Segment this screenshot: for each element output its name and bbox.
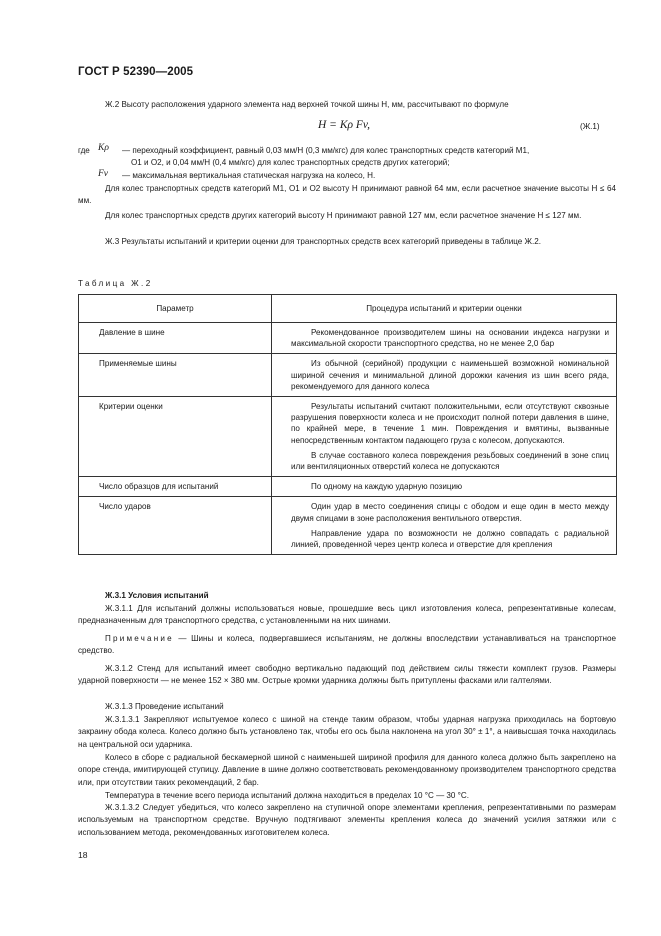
formula-number: (Ж.1): [580, 122, 600, 131]
paragraph-zh2: Ж.2 Высоту расположения ударного элемента над верхней точкой шины H, мм, рассчитывают по формуле: [105, 100, 509, 109]
paragraph-m1-height: Для колес транспортных средств категорий M1, O1 и O2 высоту H принимают равной 64 мм, если расчетное значение высоты H ≤ 64 мм.: [78, 184, 616, 206]
table-row: [79, 323, 617, 354]
table-row: [79, 397, 617, 477]
row-procedure-cont: Направление удара по возможности не должно совпадать с радиальной линией, проведенной через центр колеса и отверстие для крепления: [291, 528, 609, 550]
document-header: ГОСТ Р 52390—2005: [78, 66, 194, 78]
table-row: [79, 477, 617, 497]
paragraph-3-1-2: Ж.3.1.2 Стенд для испытаний имеет свободно вертикально падающий под действием силы тяжести комплект грузов. Размеры ударной поверхности — не менее 152 × 380 мм. Острые кромки ударника должны быть притуплены фасками или галтелями.: [78, 664, 616, 686]
row-parameter: Давление в шине: [99, 328, 165, 337]
row-parameter: Число ударов: [99, 502, 151, 512]
where-k-definition: — переходный коэффициент, равный 0,03 мм/Н (0,3 мм/кгс) для колес транспортных средств категорий M1,: [122, 146, 530, 155]
column-header-procedure: Процедура испытаний и критерии оценки: [272, 295, 617, 323]
where-k-definition-cont: O1 и O2, и 0,04 мм/Н (0,4 мм/кгс) для колес транспортных средств других категорий;: [131, 158, 450, 167]
section-heading-conditions: Ж.3.1 Условия испытаний: [105, 591, 209, 600]
results-table: [78, 294, 617, 555]
row-procedure-cont: В случае составного колеса повреждения резьбовых соединений в зоне спиц или вентиляционных отверстий колеса не допускаются: [291, 450, 609, 472]
column-header-parameter: Параметр: [79, 295, 272, 323]
table-caption: Таблица Ж.2: [78, 279, 153, 288]
row-procedure: Из обычной (серийной) продукции с наименьшей возможной номинальной шириной сечения и минимальной длиной дорожки качения из шин всего ряда, рекомендуемого для данного колеса: [291, 359, 609, 391]
paragraph-temperature: Температура в течение всего периода испытаний должна находиться в пределах 10 °С — 30 °С.: [105, 791, 469, 800]
table-header-row: [79, 295, 617, 323]
symbol-k: Kρ: [98, 143, 109, 153]
row-parameter: Применяемые шины: [99, 359, 177, 369]
paragraph-3-1-3-1: Ж.3.1.3.1 Закрепляют испытуемое колесо с шиной на стенде таким образом, чтобы ударная нагрузка приходилась на бортовую закраину обода колеса. Колесо должно быть установлено так, чтобы его ось была наклонена на угол 30° ± 1°, а наивысшая точка находилась на центральной оси ударника.: [78, 715, 616, 749]
note-text: — Шины и колеса, подвергавшиеся испытаниям, не должны впоследствии устанавливаться на транспортное средство.: [78, 634, 617, 656]
note: [78, 633, 616, 658]
where-label: где: [78, 146, 90, 155]
row-procedure: Один удар в место соединения спицы с ободом и еще один в место между двумя спицами в зоне расположения вентильного отверстия.: [291, 502, 609, 523]
formula: H = Kρ Fv,: [318, 119, 371, 131]
row-parameter: Критерии оценки: [99, 402, 163, 412]
row-procedure: По одному на каждую ударную позицию: [311, 482, 463, 492]
paragraph-3-1-3: Ж.3.1.3 Проведение испытаний: [105, 702, 224, 711]
table-row: [79, 497, 617, 555]
where-f-definition: — максимальная вертикальная статическая нагрузка на колесо, Н.: [122, 171, 376, 180]
paragraph-zh3: Ж.3 Результаты испытаний и критерии оценки для транспортных средств всех категорий приведены в таблице Ж.2.: [105, 237, 542, 246]
paragraph-3-1-3-2: Ж.3.1.3.2 Следует убедиться, что колесо закреплено на ступичной опоре элементами крепления, репрезентативными по размерам используемым на транспортном средстве. Вручную подтягивают элементы крепления колеса до значений усилия затяжки или с использованием метода, рекомендованных изготовителем колеса.: [78, 803, 616, 837]
paragraph-3-1-3-1-wheel: Колесо в сборе с радиальной бескамерной шиной с наименьшей шириной профиля для данного колеса должно быть закреплено на опоре стенда, имитирующей ступицу. Давление в шине должно соответствовать рекомендованному производителем транспортного средства или, при отсутствии таких рекомендаций, 2 бар.: [78, 753, 616, 787]
symbol-f: Fv: [98, 169, 109, 179]
row-procedure: Результаты испытаний считают положительными, если отсутствуют сквозные разрушения поверхности колеса и не происходит полной потери давления в шине, по крайней мере, в течение 1 мин. Повреждения и вмятины, вызванные непосредственным контактом падающего груза с колесом, допускаются.: [291, 402, 609, 445]
row-parameter: Число образцов для испытаний: [99, 482, 219, 492]
paragraph-other-height: Для колес транспортных средств других категорий высоту H принимают равной 127 мм, если расчетное значение H ≤ 127 мм.: [105, 211, 582, 220]
note-label: Примечание: [105, 634, 174, 643]
paragraph-3-1-1: Ж.3.1.1 Для испытаний должны использоваться новые, прошедшие весь цикл изготовления колеса, репрезентативные колесам, предназначенным для транспортного средства, с установленными на них шинами.: [78, 604, 616, 626]
page-number: 18: [78, 850, 88, 860]
table-row: [79, 354, 617, 397]
row-procedure: Рекомендованное производителем шины на основании индекса нагрузки и максимальной скорости транспортного средства, но не менее 2,0 бар: [291, 328, 609, 349]
